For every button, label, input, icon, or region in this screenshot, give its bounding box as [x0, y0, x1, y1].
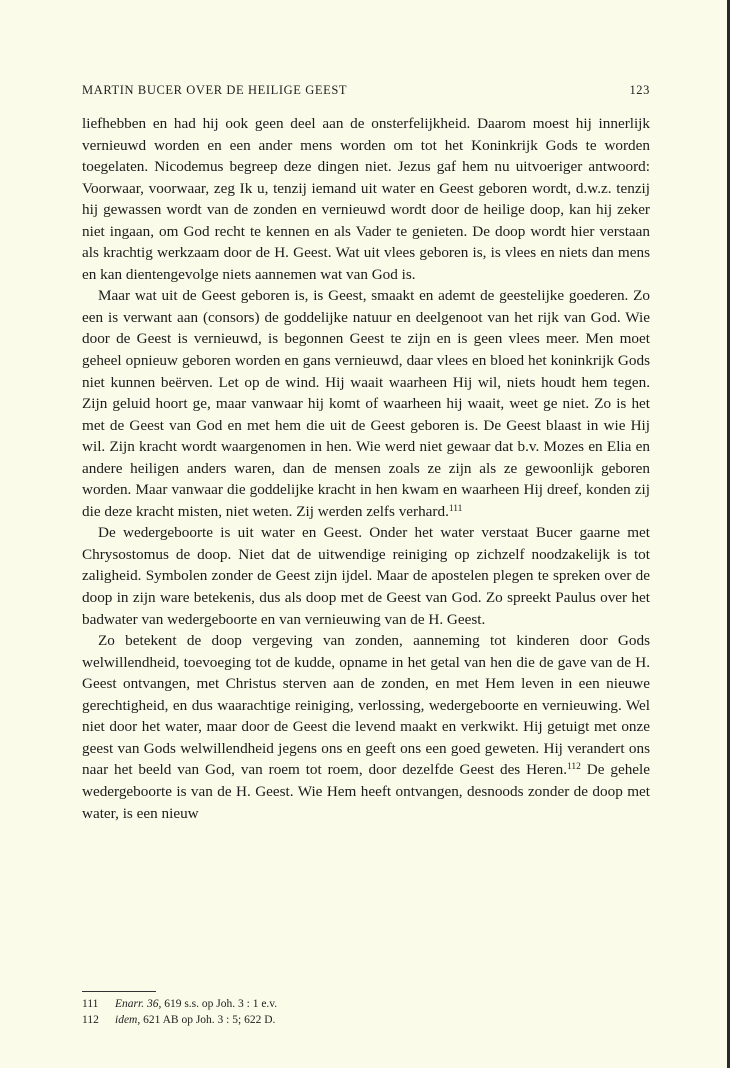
paragraph-text: liefhebben en had hij ook geen deel aan de onsterfelijkheid. Daarom moest hij innerlijk vernieuwd worden en een ander mens worden om tot het Koninkrijk Gods te worden toegelaten. Nicodemus begreep deze dingen niet. Jezus gaf hem nu uitvoeriger antwoord: Voorwaar, voorwaar, zeg Ik u, tenzij iemand uit water en Geest geboren wordt, d.w.z. tenzij hij gewassen wordt van de zonden en vernieuwd wordt door de heilige doop, kan hij zeker niet ingaan, om God recht te kennen en als Vader te genieten. De doop wordt hier verstaan als krachtig werkzaam door de H. Geest. Wat uit vlees geboren is, is vlees en niets dan mens en kan dientengevolge niets aannemen wat van God is.: [82, 115, 650, 283]
paragraph: [82, 285, 650, 522]
footnote-number: 112: [82, 1014, 99, 1026]
footnote-reference: 111: [448, 503, 463, 514]
paragraph-text: De gehele wedergeboorte is van de H. Geest. Wie Hem heeft ontvangen, desnoods zonder de doop met water, is een nieuw: [82, 761, 650, 822]
footnote-divider: [82, 991, 156, 992]
body-text: [82, 113, 650, 824]
footnote-body: [115, 1012, 275, 1028]
footnote-text: 621 AB op Joh. 3 : 5; 622 D.: [140, 1014, 276, 1026]
paragraph: [82, 522, 650, 630]
page-edge: [727, 0, 730, 1068]
footnote-number: 111: [82, 998, 99, 1010]
footnote-reference: 112: [567, 762, 581, 773]
paragraph-text: Maar wat uit de Geest geboren is, is Geest, smaakt en ademt de geestelijke goederen. Zo een is verwant aan (consors) de goddelijke natuur en deelgenoot van het rijk van God. Wie door de Geest is vernieuwd, is begonnen Geest te zijn en is geen vlees meer. Men moet geheel opnieuw geboren worden en gans vernieuwd, daar vlees en bloed het koninkrijk Gods niet kunnen beërven. Let op de wind. Hij waait waarheen Hij wil, niets houdt hem tegen. Zijn geluid hoort ge, maar vanwaar hij komt of waarheen hij waait, weet ge niet. Zo is het met de Geest van God en met hem die uit de Geest geboren is. De Geest blaast in wie Hij wil. Zijn kracht wordt waargenomen in hen. Wie werd niet gewaar dat b.v. Mozes en Elia en andere heiligen anders waren, dan de mensen zoals ze zijn als ze gewoonlijk geboren worden. Maar vanwaar die goddelijke kracht in hen kwam en waarheen Hij dreef, konden zij die deze kracht misten, niet weten. Zij werden zelfs verhard.: [82, 287, 650, 520]
footnote: [82, 1012, 650, 1028]
page-header: [82, 83, 650, 103]
page-number: 123: [629, 83, 650, 97]
paragraph: [82, 630, 650, 824]
footnote-body: [115, 996, 277, 1012]
footnotes: [82, 996, 650, 1028]
paragraph-text: Zo betekent de doop vergeving van zonden, aanneming tot kinderen door Gods welwillendheid, toevoeging tot de kudde, opname in het getal van hen die de gave van de H. Geest ontvangen, met Christus sterven aan de zonden, en met Hem leven in een nieuwe gerechtigheid, en dus waarachtige reiniging, verlossing, wedergeboorte en vernieuwing. Wel niet door het water, maar door de Geest die levend maakt en verkwikt. Hij getuigt met onze geest van Gods welwillendheid jegens ons en geeft ons een goed geweten. Hij verandert ons naar het beeld van God, van roem tot roem, door dezelfde Geest des Heren.: [82, 632, 650, 779]
footnote-source: idem,: [115, 1014, 141, 1026]
footnote: [82, 996, 650, 1012]
running-head: MARTIN BUCER OVER DE HEILIGE GEEST: [82, 83, 348, 97]
footnote-text: 619 s.s. op Joh. 3 : 1 e.v.: [161, 998, 278, 1010]
footnote-source: Enarr. 36,: [115, 998, 162, 1010]
paragraph-text: De wedergeboorte is uit water en Geest. Onder het water verstaat Bucer gaarne met Chrysostomus de doop. Niet dat de uitwendige reiniging op zichzelf noodzakelijk is tot zaligheid. Symbolen zonder de Geest zijn ijdel. Maar de apostelen plegen te spreken over de doop in zijn ware betekenis, dus als doop met de Geest van God. Zo spreekt Paulus over het badwater van wedergeboorte en van vernieuwing van de H. Geest.: [82, 524, 650, 628]
paragraph: [82, 113, 650, 285]
